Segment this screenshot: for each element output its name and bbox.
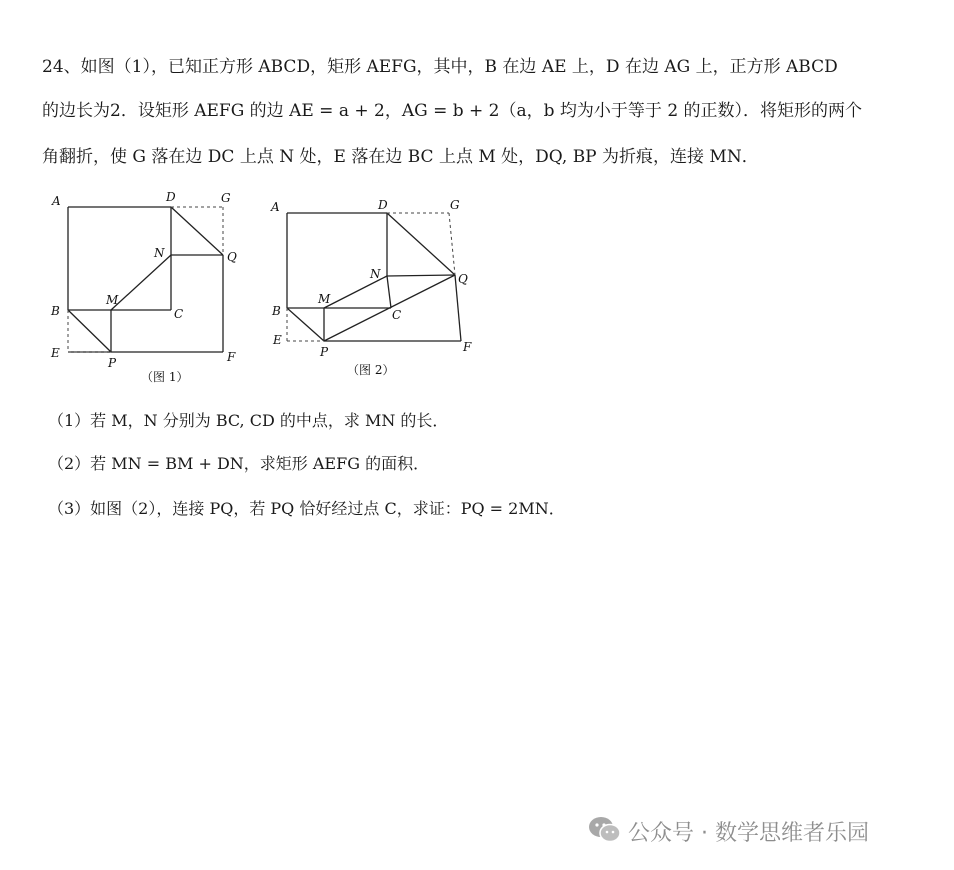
label-C: C xyxy=(392,308,402,322)
problem-line-2: 的边长为2．设矩形 AEFG 的边 AE = a + 2，AG = b + 2（a，b 均为小于等于 2 的正数）．将矩形的两个 xyxy=(42,101,863,121)
crease-DQ xyxy=(387,213,455,275)
label-N: N xyxy=(154,246,165,260)
label-E: E xyxy=(273,333,282,347)
label-A: A xyxy=(52,194,61,208)
label-C: C xyxy=(174,307,184,321)
watermark-text: 公众号 · 数学思维者乐园 xyxy=(628,821,869,846)
label-F: F xyxy=(463,340,472,354)
dashed-GQ xyxy=(449,213,455,275)
label-F: F xyxy=(227,350,236,364)
label-E: E xyxy=(51,346,60,360)
edge-NC xyxy=(387,276,391,308)
crease-BP xyxy=(68,310,111,352)
figure-2 xyxy=(265,190,480,385)
label-P: P xyxy=(108,356,117,370)
crease-DQ xyxy=(171,207,223,255)
problem-line-3: 角翻折，使 G 落在边 DC 上点 N 处，E 落在边 BC 上点 M 处，DQ, BP 为折痕，连接 MN． xyxy=(42,147,759,167)
label-Q: Q xyxy=(458,272,468,286)
label-B: B xyxy=(51,304,60,318)
label-N: N xyxy=(370,267,381,281)
figure-2-caption: （图 2） xyxy=(347,363,395,377)
label-B: B xyxy=(272,304,281,318)
label-M: M xyxy=(318,292,331,306)
segment-NQ xyxy=(387,275,455,276)
problem-line-1: 24、如图（1），已知正方形 ABCD，矩形 AEFG，其中，B 在边 AE 上，D 在边 AG 上，正方形 ABCD xyxy=(42,57,838,77)
label-Q: Q xyxy=(227,250,237,264)
label-D: D xyxy=(378,198,388,212)
label-D: D xyxy=(166,190,176,204)
wechat-icon xyxy=(588,815,622,845)
figure-1 xyxy=(40,185,250,390)
segment-MN xyxy=(111,255,171,310)
label-P: P xyxy=(320,345,329,359)
label-G: G xyxy=(450,198,460,212)
figure-1-caption: （图 1） xyxy=(141,370,189,384)
crease-BP xyxy=(287,308,324,341)
question-3: （3）如图（2），连接 PQ，若 PQ 恰好经过点 C，求证：PQ = 2MN． xyxy=(48,499,565,518)
label-G: G xyxy=(221,191,231,205)
label-M: M xyxy=(106,293,119,307)
label-A: A xyxy=(271,200,280,214)
question-2: （2）若 MN = BM + DN，求矩形 AEFG 的面积． xyxy=(48,454,430,473)
question-1: （1）若 M，N 分别为 BC, CD 的中点，求 MN 的长． xyxy=(48,411,449,430)
